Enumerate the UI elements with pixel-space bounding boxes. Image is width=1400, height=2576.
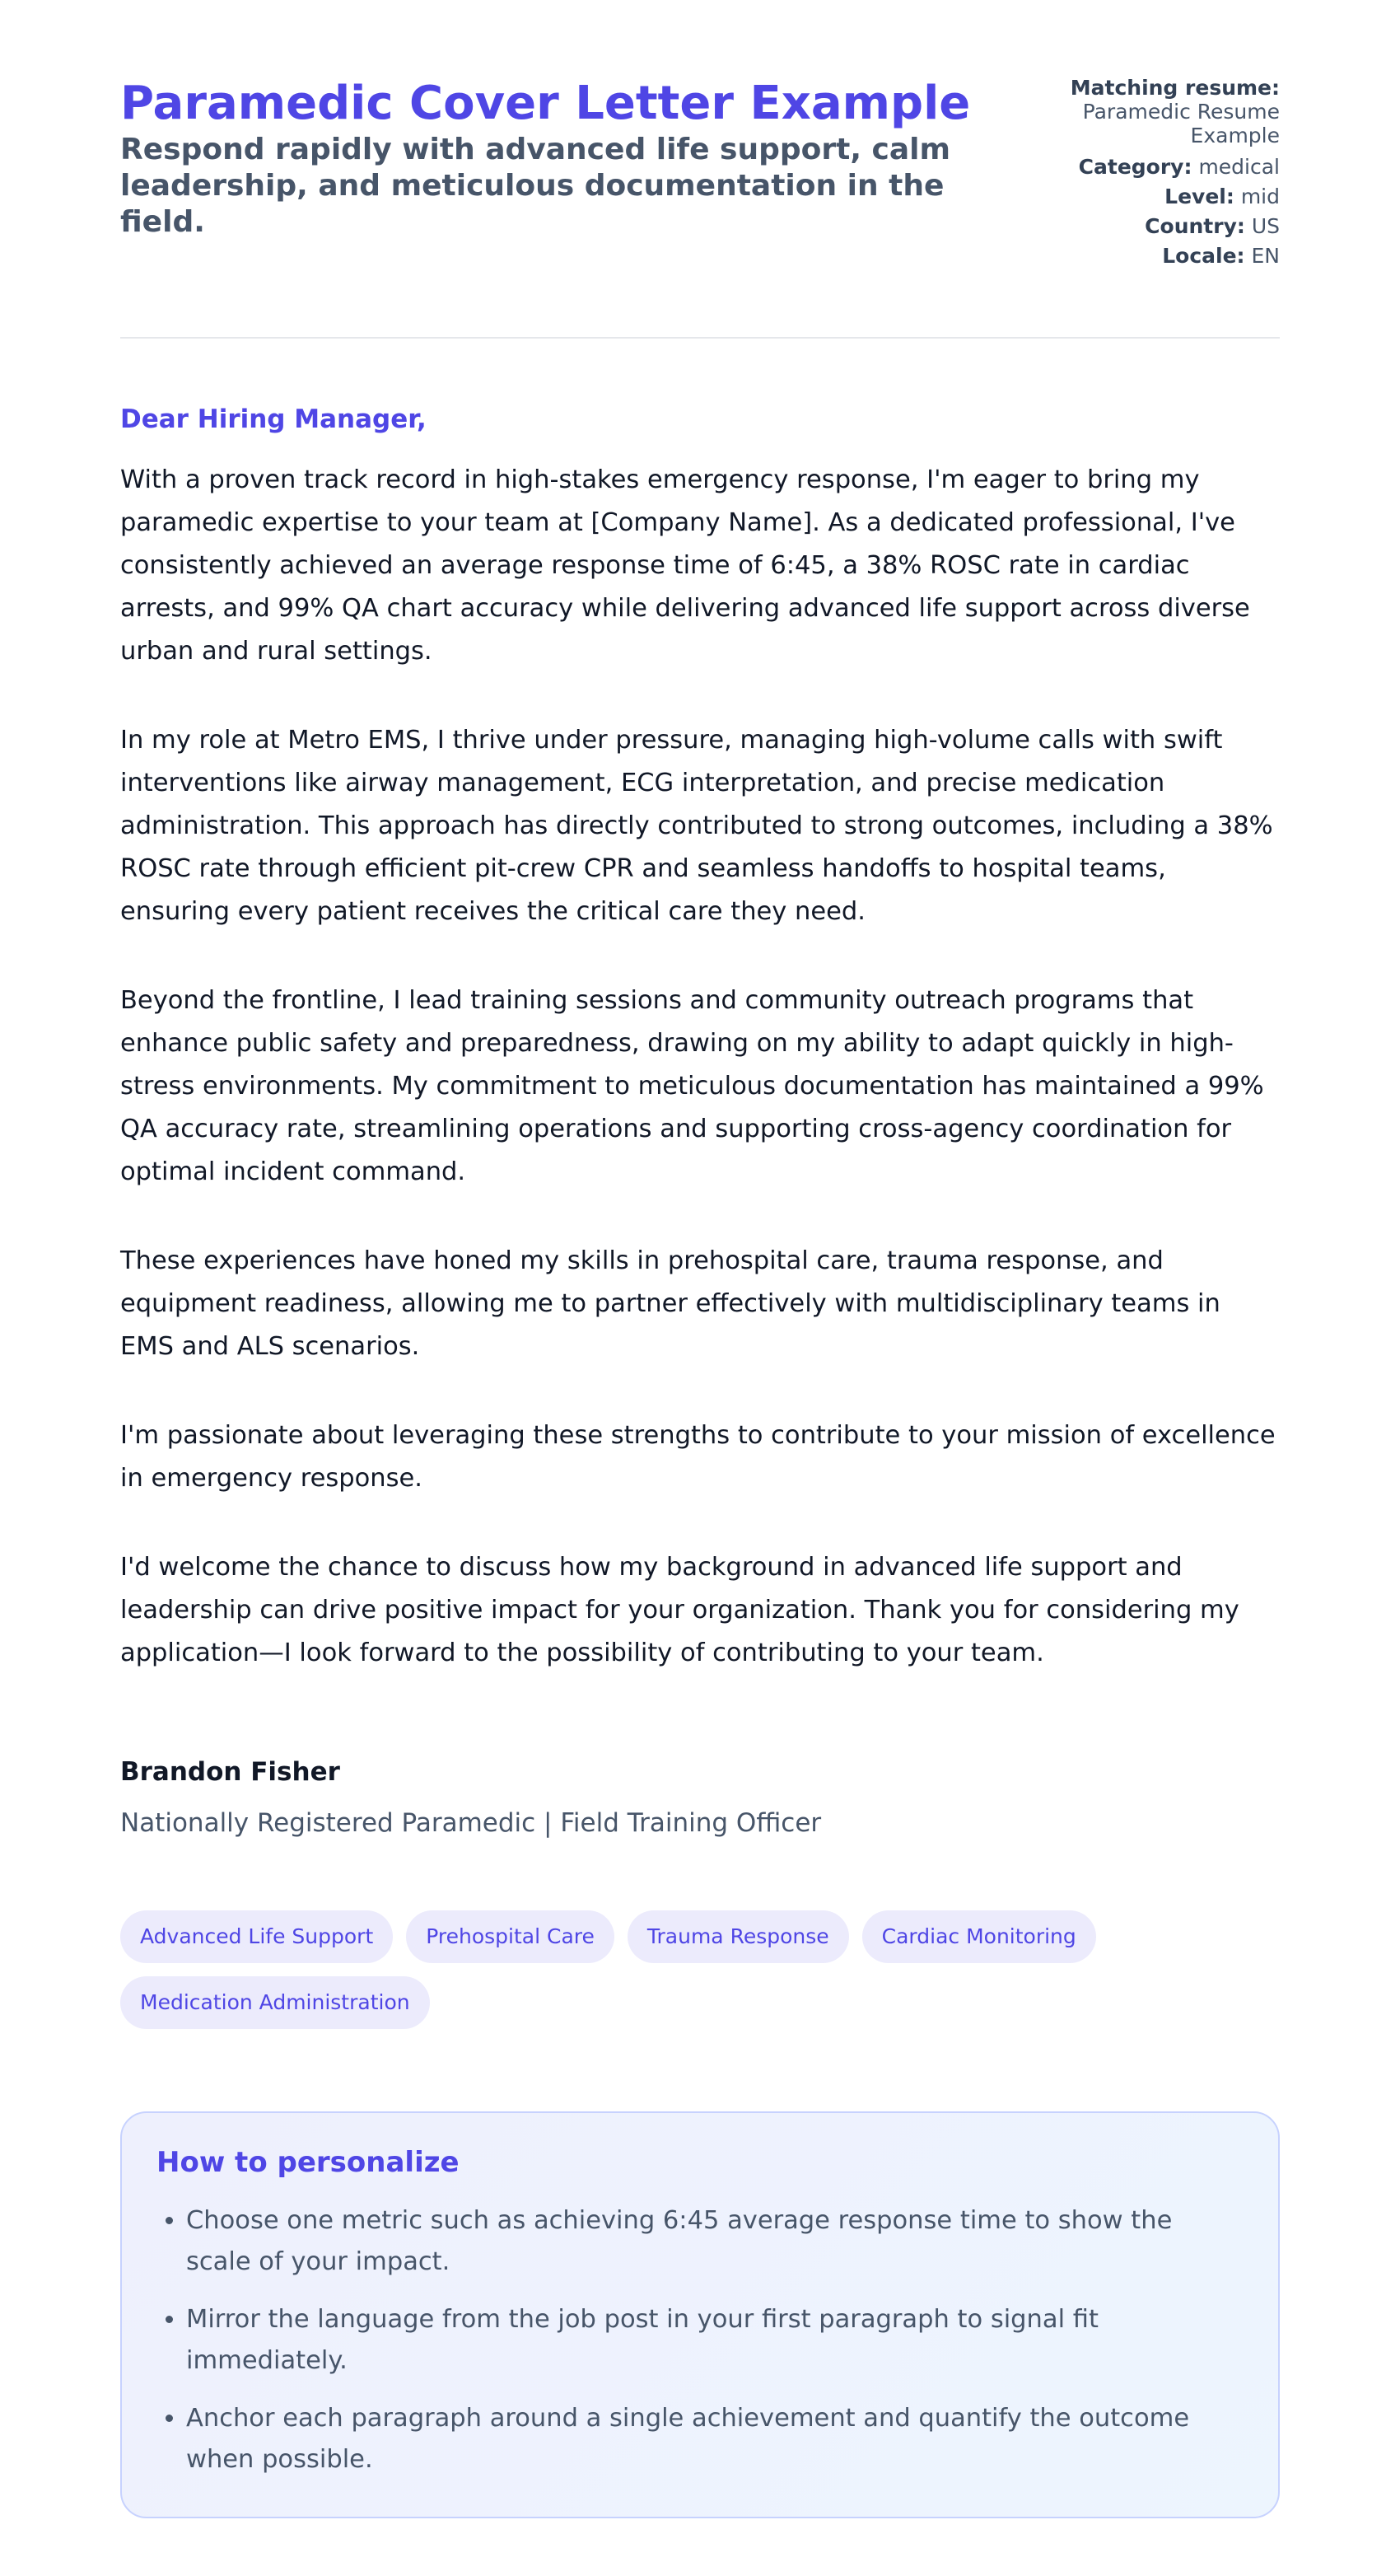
- tip-item: • Mirror the language from the job post in your first paragraph to signal fit immediately.: [186, 2299, 1244, 2382]
- letter-paragraph: Beyond the frontline, I lead training sessions and community outreach programs that enhance public safety and preparedness, drawing on my ability to adapt quickly in high-stress environments. My commitment to meticulous documentation has maintained a 99% QA accuracy rate, streamlining operations and supporting cross-agency coordination for optimal incident command.: [120, 986, 1264, 1186]
- cover-letter-page: [120, 0, 1280, 2576]
- letter-greeting: Dear Hiring Manager,: [120, 404, 427, 434]
- meta-value: US: [1251, 214, 1280, 238]
- meta-label: Category:: [1078, 155, 1192, 179]
- letter-body: [120, 459, 1280, 1675]
- meta-value: medical: [1198, 155, 1280, 179]
- meta-country: [1033, 212, 1280, 241]
- meta-label: Locale:: [1162, 244, 1245, 268]
- meta-label: Level:: [1164, 185, 1234, 208]
- skill-tag: Trauma Response: [628, 1910, 849, 1963]
- tips-list: [156, 2200, 1244, 2480]
- letter-paragraph: With a proven track record in high-stakes emergency response, I'm eager to bring my paramedic expertise to your team at [Company Name]. As a dedicated professional, I've consistently achieved an average response time of 6:45, a 38% ROSC rate in cardiac arrests, and 99% QA chart accuracy while delivering advanced life support across diverse urban and rural settings.: [120, 465, 1250, 666]
- page-title: Paramedic Cover Letter Example: [120, 77, 971, 130]
- meta-value: EN: [1251, 244, 1280, 268]
- letter-paragraph: In my role at Metro EMS, I thrive under pressure, managing high-volume calls with swift interventions like airway management, ECG interpretation, and precise medication administration. This approach has directly contributed to strong outcomes, including a 38% ROSC rate through efficient pit-crew CPR and seamless handoffs to hospital teams, ensuring every patient receives the critical care they need.: [120, 726, 1273, 926]
- title-block: [120, 76, 993, 241]
- letter-paragraph: I'd welcome the chance to discuss how my background in advanced life support and leadership can drive positive impact for your organization. Thank you for considering my application—I look forward to the possibility of contributing to your team.: [120, 1553, 1239, 1667]
- meta-category: [1033, 152, 1280, 182]
- signature-title: Nationally Registered Paramedic | Field Training Officer: [120, 1808, 822, 1838]
- meta-locale: [1033, 241, 1280, 271]
- signature-name: Brandon Fisher: [120, 1757, 340, 1787]
- skill-tag: Prehospital Care: [406, 1910, 614, 1963]
- meta-level: [1033, 182, 1280, 212]
- letter-paragraph: These experiences have honed my skills in prehospital care, trauma response, and equipment readiness, allowing me to partner effectively with multidisciplinary teams in EMS and ALS scenarios.: [120, 1246, 1220, 1361]
- personalize-tips-box: [120, 2111, 1280, 2518]
- tip-item: • Anchor each paragraph around a single achievement and quantify the outcome when possible.: [186, 2398, 1244, 2480]
- tip-item: • Choose one metric such as achieving 6:45 average response time to show the scale of your impact.: [186, 2200, 1244, 2283]
- meta-label: Country:: [1145, 214, 1245, 238]
- skill-tag: Advanced Life Support: [120, 1910, 393, 1963]
- tips-heading: How to personalize: [156, 2146, 460, 2179]
- page-subtitle: Respond rapidly with advanced life support, calm leadership, and meticulous documentation in the field.: [120, 133, 951, 239]
- matching-resume-link[interactable]: Paramedic Resume Example: [1082, 100, 1280, 147]
- letter-paragraph: I'm passionate about leveraging these strengths to contribute to your mission of excellence in emergency response.: [120, 1421, 1276, 1493]
- meta-info: [1033, 76, 1280, 271]
- page-header: [120, 76, 1280, 339]
- meta-label: Matching resume:: [1070, 76, 1280, 100]
- meta-value: mid: [1240, 185, 1280, 208]
- meta-matching-resume: [1033, 76, 1280, 147]
- skill-tag: Cardiac Monitoring: [862, 1910, 1096, 1963]
- skill-tag: Medication Administration: [120, 1976, 430, 2029]
- skill-tags: [120, 1910, 1191, 2029]
